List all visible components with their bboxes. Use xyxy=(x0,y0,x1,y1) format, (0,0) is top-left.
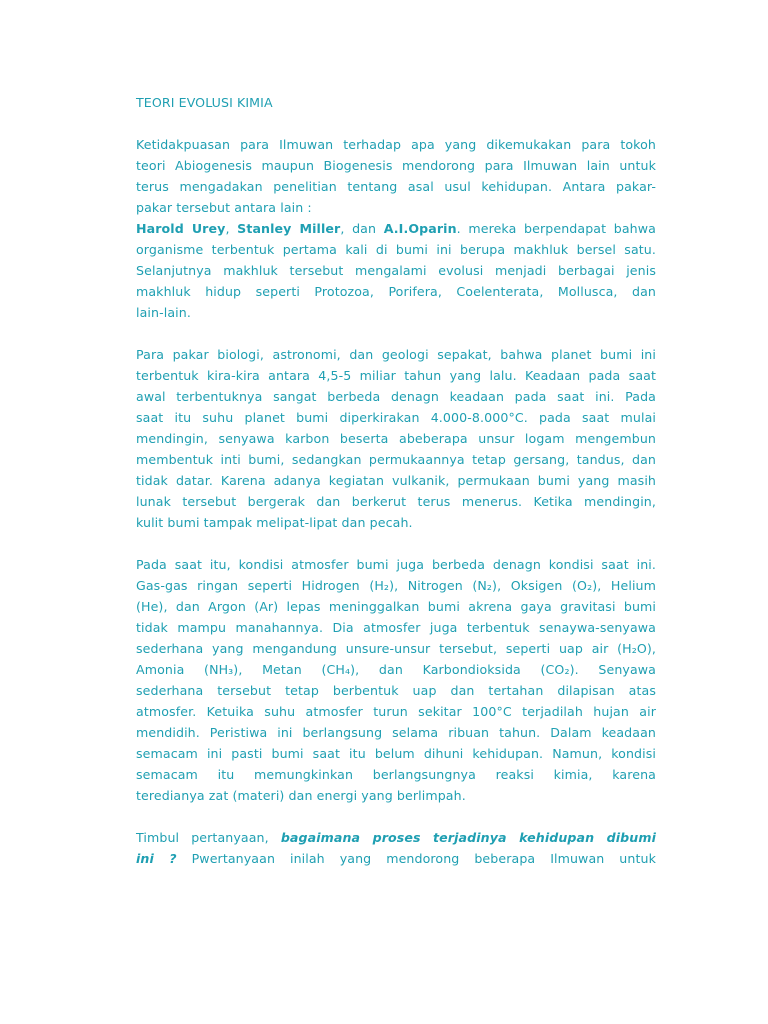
paragraph-4-line-9: mendidih. Peristiwa ini berlangsung selama ribuan tahun. Dalam keadaan xyxy=(136,725,656,740)
paragraph-3-line-4: saat itu suhu planet bumi diperkirakan 4.000-8.000°C. pada saat mulai xyxy=(136,410,656,425)
document-page xyxy=(136,92,656,890)
paragraph-1 xyxy=(136,134,656,323)
separator-1: , xyxy=(225,221,238,236)
paragraph-3-line-8: lunak tersebut bergerak dan berkerut terus menerus. Ketika mendingin, xyxy=(136,494,656,509)
paragraph-3 xyxy=(136,344,656,533)
paragraph-3-line-3: awal terbentuknya sangat berbeda denagn keadaan pada saat ini. Pada xyxy=(136,389,656,404)
paragraph-2-line-2: organisme terbentuk pertama kali di bumi ini berupa makhluk bersel satu. xyxy=(136,242,656,257)
paragraph-2-line-5: lain-lain. xyxy=(136,305,191,320)
scientist-name-miller: Stanley Miller xyxy=(237,221,341,236)
paragraph-1-line-1: Ketidakpuasan para Ilmuwan terhadap apa yang dikemukakan para tokoh xyxy=(136,137,656,152)
paragraph-5 xyxy=(136,827,656,869)
paragraph-1-line-4: pakar tersebut antara lain : xyxy=(136,200,312,215)
separator-2: , dan xyxy=(340,221,384,236)
paragraph-4-line-6: Amonia (NH₃), Metan (CH₄), dan Karbondioksida (CO₂). Senyawa xyxy=(136,662,656,677)
paragraph-4 xyxy=(136,554,656,806)
paragraph-4-line-12: teredianya zat (materi) dan energi yang berlimpah. xyxy=(136,788,466,803)
paragraph-3-line-1: Para pakar biologi, astronomi, dan geologi sepakat, bahwa planet bumi ini xyxy=(136,347,656,362)
paragraph-2-line-3: Selanjutnya makhluk tersebut mengalami evolusi menjadi berbagai jenis xyxy=(136,263,656,278)
paragraph-1-line-2: teori Abiogenesis maupun Biogenesis mendorong para Ilmuwan lain untuk xyxy=(136,158,656,173)
paragraph-4-line-4: tidak mampu manahannya. Dia atmosfer juga terbentuk senaywa-senyawa xyxy=(136,620,656,635)
paragraph-4-line-8: atmosfer. Ketuika suhu atmosfer turun sekitar 100°C terjadilah hujan air xyxy=(136,704,656,719)
paragraph-5-line-1-start: Timbul pertanyaan, xyxy=(136,830,281,845)
paragraph-5-line-1 xyxy=(136,827,656,848)
paragraph-4-line-5: sederhana yang mengandung unsure-unsur tersebut, seperti uap air (H₂O), xyxy=(136,641,656,656)
scientist-name-oparin: A.I.Oparin xyxy=(383,221,457,236)
question-text-end: ini ? xyxy=(136,851,177,866)
document-title: TEORI EVOLUSI KIMIA xyxy=(136,95,273,110)
paragraph-4-line-10: semacam ini pasti bumi saat itu belum dihuni kehidupan. Namun, kondisi xyxy=(136,746,656,761)
paragraph-3-line-5: mendingin, senyawa karbon beserta abeberapa unsur logam mengembun xyxy=(136,431,656,446)
paragraph-3-line-2: terbentuk kira-kira antara 4,5-5 miliar tahun yang lalu. Keadaan pada saat xyxy=(136,368,656,383)
paragraph-4-line-2: Gas-gas ringan seperti Hidrogen (H₂), Nitrogen (N₂), Oksigen (O₂), Helium xyxy=(136,578,656,593)
paragraph-4-line-1: Pada saat itu, kondisi atmosfer bumi juga berbeda denagn kondisi saat ini. xyxy=(136,557,656,572)
paragraph-3-line-9: kulit bumi tampak melipat-lipat dan pecah. xyxy=(136,515,413,530)
paragraph-5-line-2 xyxy=(136,848,656,869)
paragraph-2-line-1-rest: . mereka berpendapat bahwa xyxy=(456,221,656,236)
paragraph-2-line-4: makhluk hidup seperti Protozoa, Porifera, Coelenterata, Mollusca, dan xyxy=(136,284,656,299)
scientist-name-urey: Harold Urey xyxy=(136,221,226,236)
paragraph-1-line-3: terus mengadakan penelitian tentang asal usul kehidupan. Antara pakar- xyxy=(136,179,656,194)
paragraph-4-line-3: (He), dan Argon (Ar) lepas meninggalkan bumi akrena gaya gravitasi bumi xyxy=(136,599,656,614)
paragraph-3-line-7: tidak datar. Karena adanya kegiatan vulkanik, permukaan bumi yang masih xyxy=(136,473,656,488)
paragraph-2-line-1 xyxy=(136,218,656,239)
paragraph-4-line-11: semacam itu memungkinkan berlangsungnya reaksi kimia, karena xyxy=(136,767,656,782)
paragraph-4-line-7: sederhana tersebut tetap berbentuk uap dan tertahan dilapisan atas xyxy=(136,683,656,698)
paragraph-5-line-2-rest: Pwertanyaan inilah yang mendorong beberapa Ilmuwan untuk xyxy=(176,851,656,866)
paragraph-3-line-6: membentuk inti bumi, sedangkan permukaannya tetap gersang, tandus, dan xyxy=(136,452,656,467)
question-text: bagaimana proses terjadinya kehidupan dibumi xyxy=(280,830,656,845)
